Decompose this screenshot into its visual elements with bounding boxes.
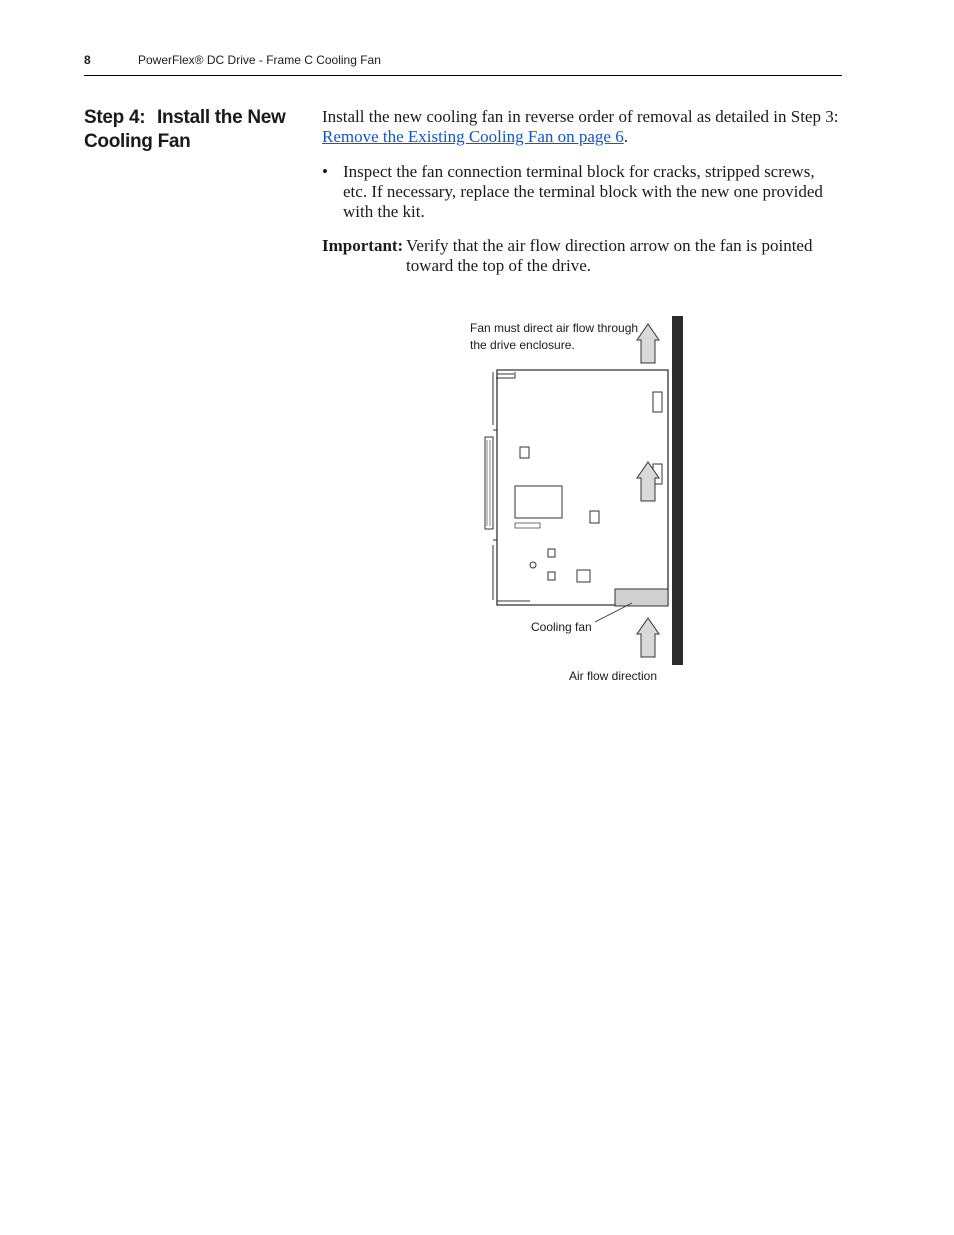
top-note-line2: the drive enclosure. — [470, 338, 575, 352]
bullet-icon: • — [322, 162, 328, 181]
figure-top-note — [470, 320, 638, 354]
intro-end: . — [623, 127, 628, 146]
top-airflow-arrow-icon — [637, 324, 659, 363]
fan-leader-line — [595, 603, 632, 622]
enclosure-wall — [672, 316, 683, 665]
cooling-fan-icon — [615, 589, 668, 606]
mid-airflow-arrow-icon — [637, 462, 659, 501]
top-note-line1: Fan must direct air flow through — [470, 321, 639, 335]
intro-text: Install the new cooling fan in reverse order of removal as detailed in Step 3: — [322, 107, 839, 126]
running-header-title: PowerFlex® DC Drive - Frame C Cooling Fan — [138, 53, 381, 67]
bottom-airflow-arrow-icon — [637, 618, 659, 657]
step-title: Install the New Cooling Fan — [84, 107, 286, 152]
page-number: 8 — [84, 53, 91, 67]
bullet-text: Inspect the fan connection terminal block for cracks, stripped screws, etc. If necessary, replace the terminal block with the new one provided with the kit. — [343, 162, 823, 221]
step3-link[interactable]: Remove the Existing Cooling Fan on page 6 — [322, 127, 624, 146]
step-number: Step 4: — [84, 107, 146, 128]
important-label: Important: — [322, 236, 404, 255]
important-text: Verify that the air flow direction arrow on the fan is pointed toward the top of the drive. — [406, 236, 813, 275]
cooling-fan-label: Cooling fan — [531, 620, 592, 634]
airflow-direction-label: Air flow direction — [569, 669, 658, 683]
